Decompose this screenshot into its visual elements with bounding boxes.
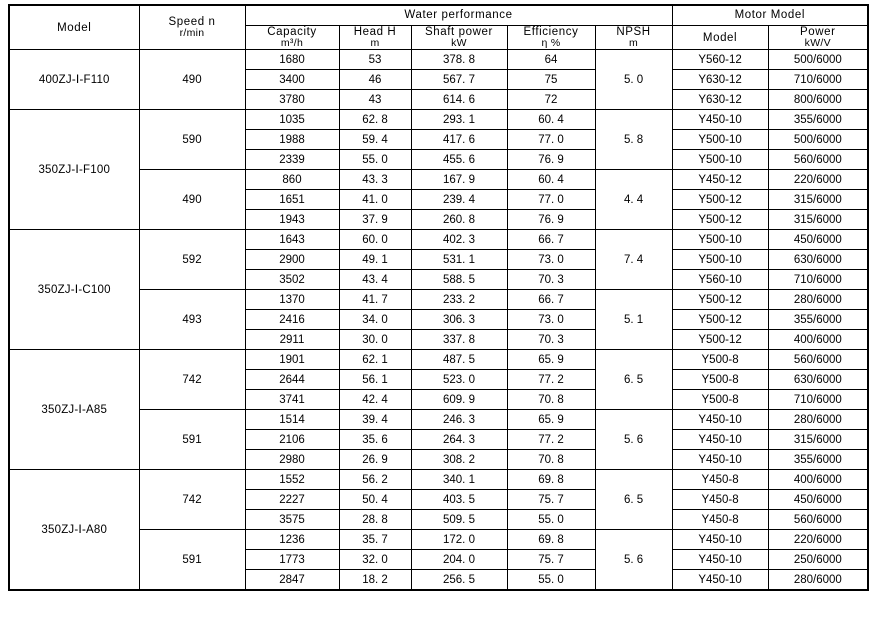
cell-shaft-power: 308. 2 xyxy=(411,450,507,470)
cell-motor-power: 630/6000 xyxy=(768,250,868,270)
cell-head: 43 xyxy=(339,90,411,110)
cell-head: 35. 6 xyxy=(339,430,411,450)
cell-motor-model: Y500-8 xyxy=(672,350,768,370)
cell-capacity: 1651 xyxy=(245,190,339,210)
cell-shaft-power: 402. 3 xyxy=(411,230,507,250)
cell-efficiency: 76. 9 xyxy=(507,150,595,170)
cell-motor-model: Y500-10 xyxy=(672,130,768,150)
cell-pump-model: 400ZJ-Ⅰ-F110 xyxy=(9,50,139,110)
cell-efficiency: 70. 8 xyxy=(507,390,595,410)
cell-motor-model: Y500-10 xyxy=(672,230,768,250)
col-header-head xyxy=(339,26,411,50)
cell-capacity: 3780 xyxy=(245,90,339,110)
cell-motor-model: Y450-10 xyxy=(672,450,768,470)
cell-motor-model: Y450-10 xyxy=(672,110,768,130)
cell-motor-model: Y560-10 xyxy=(672,270,768,290)
cell-motor-power: 710/6000 xyxy=(768,70,868,90)
col-header-shaft-power-unit: kW xyxy=(451,37,467,50)
cell-motor-power: 800/6000 xyxy=(768,90,868,110)
col-header-speed xyxy=(139,5,245,50)
cell-speed: 591 xyxy=(139,530,245,591)
cell-capacity: 2980 xyxy=(245,450,339,470)
cell-efficiency: 70. 8 xyxy=(507,450,595,470)
cell-head: 60. 0 xyxy=(339,230,411,250)
cell-motor-power: 220/6000 xyxy=(768,170,868,190)
cell-motor-model: Y450-12 xyxy=(672,170,768,190)
header-row-groups xyxy=(9,5,868,26)
cell-motor-power: 315/6000 xyxy=(768,430,868,450)
cell-motor-power: 560/6000 xyxy=(768,150,868,170)
cell-motor-power: 315/6000 xyxy=(768,190,868,210)
cell-motor-power: 355/6000 xyxy=(768,110,868,130)
cell-capacity: 1035 xyxy=(245,110,339,130)
cell-head: 41. 7 xyxy=(339,290,411,310)
cell-head: 53 xyxy=(339,50,411,70)
cell-shaft-power: 417. 6 xyxy=(411,130,507,150)
table-row xyxy=(9,230,868,250)
cell-motor-model: Y450-10 xyxy=(672,430,768,450)
cell-capacity: 2106 xyxy=(245,430,339,450)
cell-shaft-power: 204. 0 xyxy=(411,550,507,570)
cell-head: 43. 3 xyxy=(339,170,411,190)
cell-motor-power: 400/6000 xyxy=(768,470,868,490)
cell-motor-model: Y500-12 xyxy=(672,290,768,310)
cell-head: 34. 0 xyxy=(339,310,411,330)
cell-motor-model: Y500-12 xyxy=(672,330,768,350)
cell-motor-model: Y560-12 xyxy=(672,50,768,70)
col-header-head-unit: m xyxy=(370,37,380,50)
cell-efficiency: 60. 4 xyxy=(507,170,595,190)
cell-capacity: 2911 xyxy=(245,330,339,350)
cell-shaft-power: 523. 0 xyxy=(411,370,507,390)
cell-capacity: 1680 xyxy=(245,50,339,70)
cell-head: 39. 4 xyxy=(339,410,411,430)
cell-shaft-power: 233. 2 xyxy=(411,290,507,310)
cell-head: 55. 0 xyxy=(339,150,411,170)
cell-npsh: 5. 0 xyxy=(595,50,672,110)
cell-shaft-power: 306. 3 xyxy=(411,310,507,330)
cell-speed: 592 xyxy=(139,230,245,290)
cell-speed: 493 xyxy=(139,290,245,350)
cell-efficiency: 64 xyxy=(507,50,595,70)
cell-speed: 742 xyxy=(139,470,245,530)
cell-head: 41. 0 xyxy=(339,190,411,210)
cell-efficiency: 70. 3 xyxy=(507,270,595,290)
cell-shaft-power: 487. 5 xyxy=(411,350,507,370)
cell-motor-power: 355/6000 xyxy=(768,450,868,470)
cell-motor-power: 560/6000 xyxy=(768,510,868,530)
cell-efficiency: 77. 2 xyxy=(507,430,595,450)
cell-efficiency: 76. 9 xyxy=(507,210,595,230)
cell-capacity: 1370 xyxy=(245,290,339,310)
cell-pump-model: 350ZJ-Ⅰ-C100 xyxy=(9,230,139,350)
cell-head: 56. 1 xyxy=(339,370,411,390)
cell-efficiency: 77. 0 xyxy=(507,130,595,150)
col-header-capacity-label: Capacity xyxy=(267,26,317,38)
cell-shaft-power: 614. 6 xyxy=(411,90,507,110)
cell-pump-model: 350ZJ-Ⅰ-F100 xyxy=(9,110,139,230)
cell-head: 56. 2 xyxy=(339,470,411,490)
cell-capacity: 2644 xyxy=(245,370,339,390)
cell-npsh: 5. 8 xyxy=(595,110,672,170)
col-group-motor-model: Motor Model xyxy=(672,5,868,26)
cell-efficiency: 77. 2 xyxy=(507,370,595,390)
cell-npsh: 5. 1 xyxy=(595,290,672,350)
cell-motor-power: 280/6000 xyxy=(768,410,868,430)
cell-head: 30. 0 xyxy=(339,330,411,350)
cell-npsh: 5. 6 xyxy=(595,530,672,591)
cell-efficiency: 77. 0 xyxy=(507,190,595,210)
cell-efficiency: 65. 9 xyxy=(507,350,595,370)
cell-shaft-power: 293. 1 xyxy=(411,110,507,130)
cell-capacity: 3400 xyxy=(245,70,339,90)
pump-specification-table xyxy=(8,4,869,591)
cell-shaft-power: 609. 9 xyxy=(411,390,507,410)
cell-capacity: 1236 xyxy=(245,530,339,550)
col-header-speed-label: Speed n xyxy=(168,16,216,28)
table-row xyxy=(9,110,868,130)
cell-shaft-power: 239. 4 xyxy=(411,190,507,210)
cell-head: 46 xyxy=(339,70,411,90)
cell-motor-model: Y450-8 xyxy=(672,510,768,530)
col-header-motor-power xyxy=(768,26,868,50)
cell-npsh: 6. 5 xyxy=(595,470,672,530)
cell-head: 37. 9 xyxy=(339,210,411,230)
cell-head: 32. 0 xyxy=(339,550,411,570)
cell-capacity: 1943 xyxy=(245,210,339,230)
col-header-efficiency xyxy=(507,26,595,50)
cell-shaft-power: 256. 5 xyxy=(411,570,507,591)
cell-motor-power: 710/6000 xyxy=(768,390,868,410)
col-header-npsh xyxy=(595,26,672,50)
cell-capacity: 3575 xyxy=(245,510,339,530)
cell-npsh: 6. 5 xyxy=(595,350,672,410)
cell-npsh: 7. 4 xyxy=(595,230,672,290)
table-row xyxy=(9,350,868,370)
cell-head: 35. 7 xyxy=(339,530,411,550)
cell-motor-power: 500/6000 xyxy=(768,50,868,70)
cell-motor-power: 500/6000 xyxy=(768,130,868,150)
col-header-speed-unit: r/min xyxy=(179,27,205,40)
cell-shaft-power: 264. 3 xyxy=(411,430,507,450)
cell-head: 18. 2 xyxy=(339,570,411,591)
cell-head: 42. 4 xyxy=(339,390,411,410)
cell-motor-power: 220/6000 xyxy=(768,530,868,550)
cell-efficiency: 60. 4 xyxy=(507,110,595,130)
cell-motor-model: Y450-10 xyxy=(672,530,768,550)
cell-capacity: 1773 xyxy=(245,550,339,570)
cell-motor-model: Y450-10 xyxy=(672,550,768,570)
cell-motor-model: Y450-10 xyxy=(672,410,768,430)
cell-efficiency: 73. 0 xyxy=(507,310,595,330)
cell-motor-power: 450/6000 xyxy=(768,490,868,510)
cell-motor-model: Y630-12 xyxy=(672,90,768,110)
cell-speed: 591 xyxy=(139,410,245,470)
cell-head: 28. 8 xyxy=(339,510,411,530)
cell-efficiency: 55. 0 xyxy=(507,510,595,530)
cell-pump-model: 350ZJ-Ⅰ-A85 xyxy=(9,350,139,470)
col-header-efficiency-unit: η % xyxy=(541,37,561,50)
cell-efficiency: 66. 7 xyxy=(507,290,595,310)
cell-motor-model: Y500-12 xyxy=(672,310,768,330)
table-row xyxy=(9,470,868,490)
cell-npsh: 4. 4 xyxy=(595,170,672,230)
cell-efficiency: 75. 7 xyxy=(507,490,595,510)
cell-capacity: 2339 xyxy=(245,150,339,170)
cell-motor-power: 710/6000 xyxy=(768,270,868,290)
cell-head: 49. 1 xyxy=(339,250,411,270)
cell-efficiency: 66. 7 xyxy=(507,230,595,250)
cell-motor-power: 630/6000 xyxy=(768,370,868,390)
cell-pump-model: 350ZJ-Ⅰ-A80 xyxy=(9,470,139,591)
cell-speed: 490 xyxy=(139,50,245,110)
cell-speed: 742 xyxy=(139,350,245,410)
cell-capacity: 1988 xyxy=(245,130,339,150)
cell-head: 50. 4 xyxy=(339,490,411,510)
cell-head: 43. 4 xyxy=(339,270,411,290)
col-header-npsh-unit: m xyxy=(629,37,639,50)
cell-shaft-power: 455. 6 xyxy=(411,150,507,170)
cell-motor-model: Y500-10 xyxy=(672,150,768,170)
table-body xyxy=(9,50,868,591)
cell-efficiency: 65. 9 xyxy=(507,410,595,430)
cell-motor-model: Y450-8 xyxy=(672,470,768,490)
cell-shaft-power: 403. 5 xyxy=(411,490,507,510)
table-header xyxy=(9,5,868,50)
col-header-model: Model xyxy=(9,5,139,50)
cell-capacity: 1643 xyxy=(245,230,339,250)
cell-capacity: 2227 xyxy=(245,490,339,510)
cell-motor-model: Y500-10 xyxy=(672,250,768,270)
cell-motor-model: Y450-8 xyxy=(672,490,768,510)
cell-motor-power: 280/6000 xyxy=(768,290,868,310)
cell-efficiency: 70. 3 xyxy=(507,330,595,350)
cell-shaft-power: 531. 1 xyxy=(411,250,507,270)
cell-shaft-power: 167. 9 xyxy=(411,170,507,190)
cell-shaft-power: 172. 0 xyxy=(411,530,507,550)
cell-efficiency: 55. 0 xyxy=(507,570,595,591)
cell-motor-power: 560/6000 xyxy=(768,350,868,370)
table-row xyxy=(9,50,868,70)
cell-motor-power: 355/6000 xyxy=(768,310,868,330)
cell-motor-power: 280/6000 xyxy=(768,570,868,591)
cell-motor-power: 315/6000 xyxy=(768,210,868,230)
cell-capacity: 2416 xyxy=(245,310,339,330)
col-header-motor-power-label: Power xyxy=(800,26,836,38)
cell-motor-model: Y630-12 xyxy=(672,70,768,90)
cell-head: 62. 8 xyxy=(339,110,411,130)
cell-efficiency: 72 xyxy=(507,90,595,110)
cell-shaft-power: 246. 3 xyxy=(411,410,507,430)
cell-efficiency: 75. 7 xyxy=(507,550,595,570)
col-header-motor-power-unit: kW/V xyxy=(804,37,831,50)
cell-motor-model: Y500-8 xyxy=(672,390,768,410)
cell-shaft-power: 567. 7 xyxy=(411,70,507,90)
col-header-capacity xyxy=(245,26,339,50)
cell-capacity: 1514 xyxy=(245,410,339,430)
cell-capacity: 3741 xyxy=(245,390,339,410)
cell-shaft-power: 337. 8 xyxy=(411,330,507,350)
cell-motor-power: 250/6000 xyxy=(768,550,868,570)
col-group-water-performance: Water performance xyxy=(245,5,672,26)
cell-motor-model: Y500-12 xyxy=(672,210,768,230)
col-header-motor-model: Model xyxy=(672,26,768,50)
cell-motor-model: Y450-10 xyxy=(672,570,768,591)
cell-shaft-power: 378. 8 xyxy=(411,50,507,70)
col-header-head-label: Head H xyxy=(353,26,397,38)
cell-efficiency: 73. 0 xyxy=(507,250,595,270)
cell-head: 62. 1 xyxy=(339,350,411,370)
col-header-capacity-unit: m³/h xyxy=(280,37,304,50)
cell-capacity: 1901 xyxy=(245,350,339,370)
col-header-efficiency-label: Efficiency xyxy=(523,26,579,38)
col-header-shaft-power-label: Shaft power xyxy=(425,26,493,38)
cell-motor-model: Y500-8 xyxy=(672,370,768,390)
cell-speed: 590 xyxy=(139,110,245,170)
cell-head: 59. 4 xyxy=(339,130,411,150)
cell-shaft-power: 588. 5 xyxy=(411,270,507,290)
cell-npsh: 5. 6 xyxy=(595,410,672,470)
cell-shaft-power: 509. 5 xyxy=(411,510,507,530)
cell-capacity: 1552 xyxy=(245,470,339,490)
cell-speed: 490 xyxy=(139,170,245,230)
cell-motor-model: Y500-12 xyxy=(672,190,768,210)
cell-capacity: 3502 xyxy=(245,270,339,290)
cell-efficiency: 75 xyxy=(507,70,595,90)
cell-efficiency: 69. 8 xyxy=(507,470,595,490)
cell-capacity: 2847 xyxy=(245,570,339,591)
cell-head: 26. 9 xyxy=(339,450,411,470)
cell-motor-power: 400/6000 xyxy=(768,330,868,350)
cell-shaft-power: 340. 1 xyxy=(411,470,507,490)
col-header-npsh-label: NPSH xyxy=(616,26,651,38)
cell-capacity: 2900 xyxy=(245,250,339,270)
col-header-shaft-power xyxy=(411,26,507,50)
cell-efficiency: 69. 8 xyxy=(507,530,595,550)
cell-capacity: 860 xyxy=(245,170,339,190)
cell-shaft-power: 260. 8 xyxy=(411,210,507,230)
cell-motor-power: 450/6000 xyxy=(768,230,868,250)
